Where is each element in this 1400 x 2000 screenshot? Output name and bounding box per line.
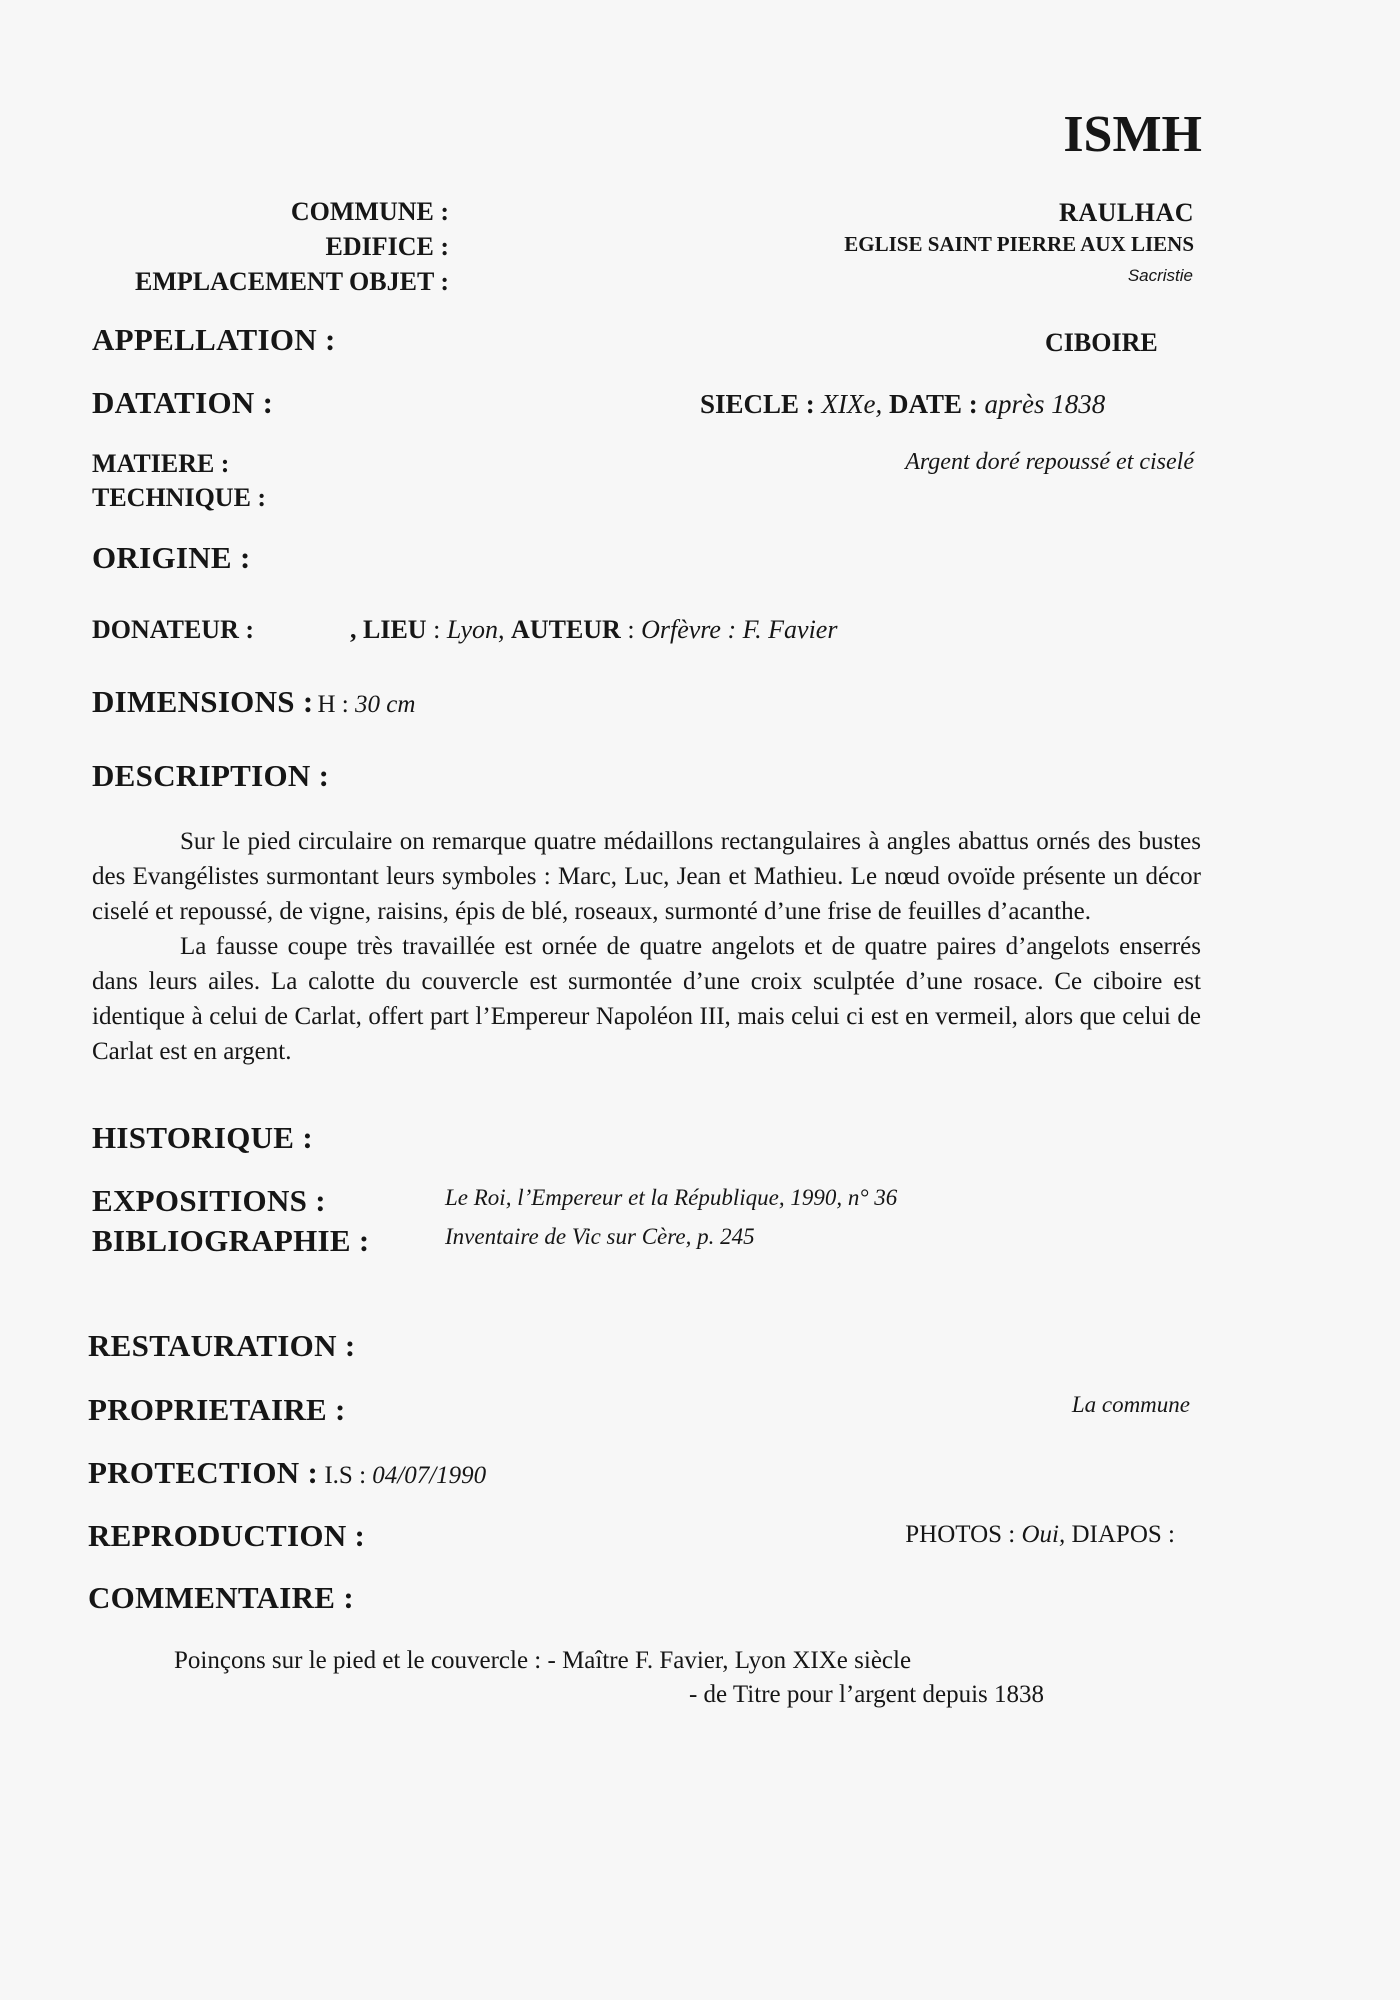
edifice-value: EGLISE SAINT PIERRE AUX LIENS bbox=[844, 232, 1194, 256]
description-label: DESCRIPTION : bbox=[92, 758, 330, 793]
bibliographie-value: Inventaire de Vic sur Cère, p. 245 bbox=[445, 1224, 755, 1249]
datation-value bbox=[700, 389, 1105, 420]
proprietaire-label: PROPRIETAIRE : bbox=[88, 1392, 346, 1427]
diapos-label: DIAPOS : bbox=[1065, 1521, 1175, 1548]
description-body bbox=[92, 824, 1201, 1069]
expositions-label: EXPOSITIONS : bbox=[92, 1183, 326, 1218]
auteur-label: AUTEUR bbox=[511, 615, 621, 644]
dimensions-row bbox=[92, 684, 415, 720]
siecle-label: SIECLE : bbox=[700, 389, 815, 419]
reproduction-value bbox=[905, 1521, 1175, 1549]
header-labels bbox=[135, 194, 449, 299]
restauration-label: RESTAURATION : bbox=[88, 1328, 356, 1363]
height-value: 30 cm bbox=[355, 691, 416, 718]
protection-row bbox=[88, 1455, 486, 1491]
date-value: après 1838 bbox=[984, 389, 1106, 419]
commentaire-line-2: - de Titre pour l’argent depuis 1838 bbox=[688, 1681, 1044, 1708]
datation-label: DATATION : bbox=[92, 385, 274, 420]
reproduction-label: REPRODUCTION : bbox=[88, 1518, 366, 1553]
lieu-value: Lyon, bbox=[446, 615, 505, 644]
lieu-label: , LIEU bbox=[350, 615, 427, 644]
description-paragraph: Sur le pied circulaire on remarque quatre médaillons rectangulaires à angles abattus ornés des bustes des Evangélistes surmontant leurs symboles : Marc, Luc, Jean et Mathieu. Le nœud ovoïde présente un décor ciselé et repoussé, de vigne, raisins, épis de blé, roseaux, surmonté d’une frise de feuilles d’acanthe. bbox=[92, 828, 1201, 925]
auteur-value: Orfèvre : F. Favier bbox=[641, 615, 838, 644]
commentaire-line-1: Poinçons sur le pied et le couvercle : - Maître F. Favier, Lyon XIXe siècle bbox=[174, 1647, 912, 1674]
height-label: H : bbox=[317, 691, 355, 718]
appellation-label: APPELLATION : bbox=[92, 322, 336, 357]
donateur-lieu-auteur bbox=[350, 615, 837, 645]
siecle-value: XIXe, bbox=[821, 389, 883, 419]
lieu-separator: : bbox=[426, 615, 447, 644]
emplacement-value: Sacristie bbox=[1127, 266, 1193, 285]
is-value: 04/07/1990 bbox=[372, 1462, 487, 1489]
dimensions-label: DIMENSIONS : bbox=[92, 684, 314, 719]
matiere-technique-labels bbox=[92, 447, 266, 515]
protection-label: PROTECTION : bbox=[88, 1455, 319, 1490]
document-code: ISMH bbox=[1063, 106, 1202, 163]
photos-value: Oui, bbox=[1021, 1521, 1066, 1548]
is-label: I.S : bbox=[318, 1462, 373, 1489]
bibliographie-label: BIBLIOGRAPHIE : bbox=[92, 1223, 370, 1258]
historique-label: HISTORIQUE : bbox=[92, 1120, 313, 1155]
matiere-label: MATIERE : bbox=[92, 449, 230, 478]
donateur-label: DONATEUR : bbox=[92, 615, 255, 644]
photos-label: PHOTOS : bbox=[905, 1521, 1022, 1548]
commune-value: RAULHAC bbox=[1059, 198, 1194, 227]
matiere-value: Argent doré repoussé et ciselé bbox=[905, 449, 1194, 475]
date-label: DATE : bbox=[889, 389, 978, 419]
proprietaire-value: La commune bbox=[1071, 1392, 1190, 1417]
commune-label: COMMUNE : bbox=[290, 197, 449, 226]
description-paragraph: La fausse coupe très travaillée est ornée de quatre angelots et de quatre paires d’angelots enserrés dans leurs ailes. La calotte du couvercle est surmontée d’une croix sculptée d’une rosace. Ce ciboire est identique à celui de Carlat, offert part l’Empereur Napoléon III, mais celui ci est en vermeil, alors que celui de Carlat est en argent. bbox=[92, 933, 1201, 1065]
auteur-separator: : bbox=[620, 615, 642, 644]
commentaire-label: COMMENTAIRE : bbox=[88, 1580, 354, 1615]
edifice-label: EDIFICE : bbox=[325, 232, 449, 261]
technique-label: TECHNIQUE : bbox=[92, 483, 267, 512]
appellation-value: CIBOIRE bbox=[1045, 328, 1158, 357]
emplacement-label: EMPLACEMENT OBJET : bbox=[135, 267, 449, 296]
expositions-value: Le Roi, l’Empereur et la République, 1990, n° 36 bbox=[445, 1185, 898, 1210]
origine-label: ORIGINE : bbox=[92, 540, 251, 575]
